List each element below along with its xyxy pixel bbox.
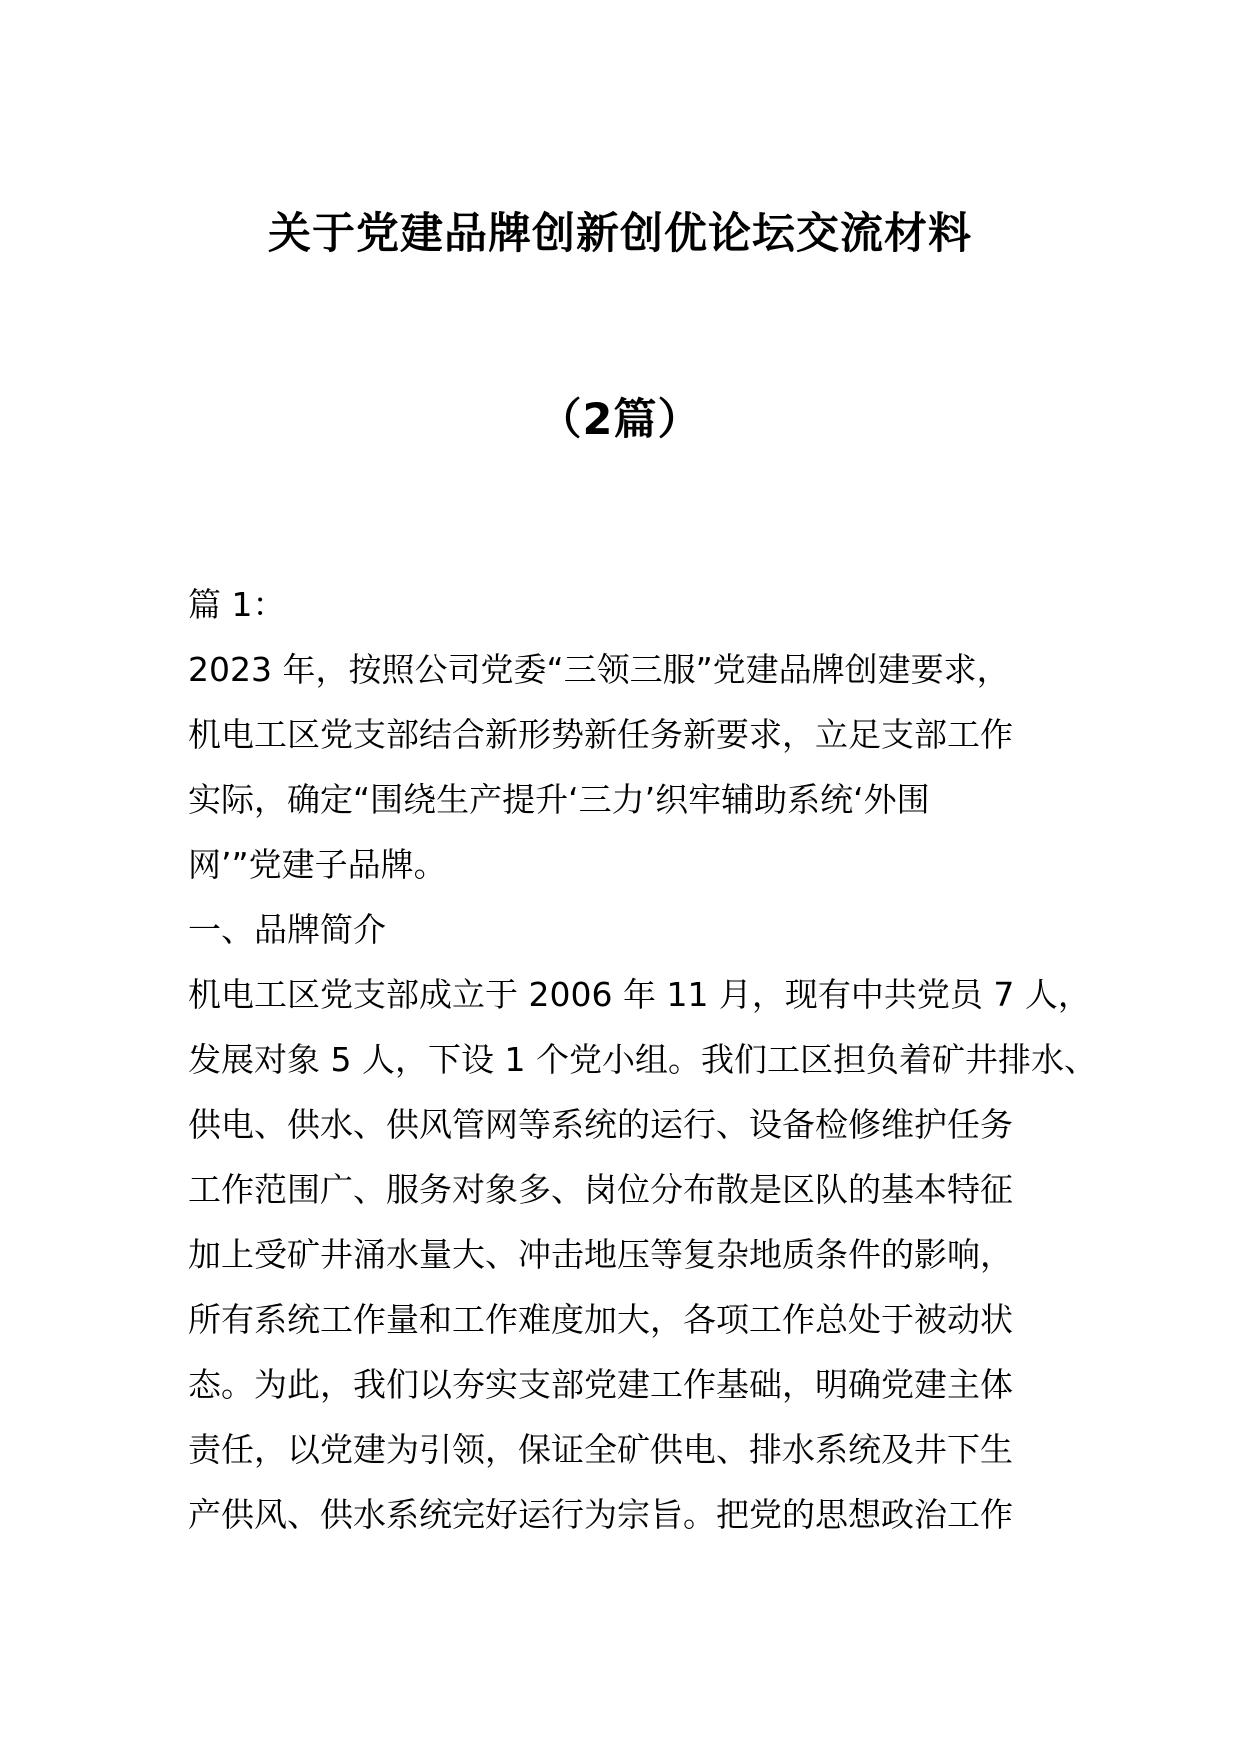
section-label: 篇 1： bbox=[188, 585, 286, 624]
document-subtitle: （2篇） bbox=[538, 395, 702, 445]
paragraph-line: 态。为此，我们以夯实支部党建工作基础，明确党建主体 bbox=[188, 1365, 1013, 1404]
paragraph-line: 责任，以党建为引领，保证全矿供电、排水系统及井下生 bbox=[188, 1430, 1013, 1469]
paragraph-line: 网’”党建子品牌。 bbox=[188, 845, 447, 884]
paragraph-line: 发展对象 5 人，下设 1 个党小组。我们工区担负着矿井排水、 bbox=[188, 1040, 1097, 1079]
document-title: 关于党建品牌创新创优论坛交流材料 bbox=[268, 209, 972, 259]
paragraph-line: 加上受矿井涌水量大、冲击地压等复杂地质条件的影响， bbox=[188, 1235, 1013, 1274]
document-body bbox=[188, 572, 1097, 1547]
paragraph-line: 机电工区党支部成立于 2006 年 11 月，现有中共党员 7 人， bbox=[188, 975, 1091, 1014]
section-heading: 一、品牌简介 bbox=[188, 910, 386, 949]
paragraph-line: 机电工区党支部结合新形势新任务新要求，立足支部工作 bbox=[188, 715, 1013, 754]
paragraph-line: 2023 年，按照公司党委“三领三服”党建品牌创建要求， bbox=[188, 650, 1010, 689]
paragraph-line: 供电、供水、供风管网等系统的运行、设备检修维护任务 bbox=[188, 1105, 1013, 1144]
paragraph-line: 产供风、供水系统完好运行为宗旨。把党的思想政治工作 bbox=[188, 1495, 1013, 1534]
paragraph-line: 所有系统工作量和工作难度加大，各项工作总处于被动状 bbox=[188, 1300, 1013, 1339]
paragraph-line: 工作范围广、服务对象多、岗位分布散是区队的基本特征 bbox=[188, 1170, 1013, 1209]
paragraph-line: 实际，确定“围绕生产提升‘三力’织牢辅助系统‘外围 bbox=[188, 780, 930, 819]
